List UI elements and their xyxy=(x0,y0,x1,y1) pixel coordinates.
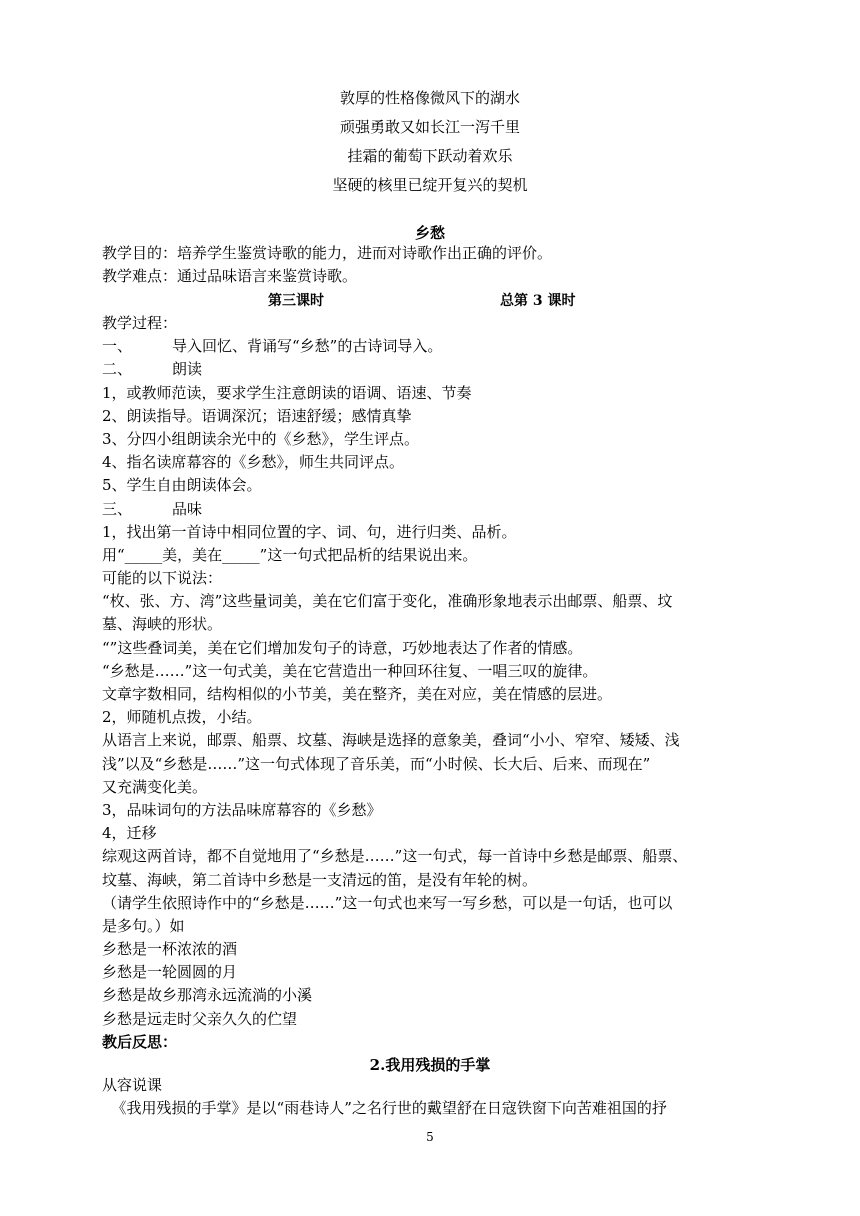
next-section-block xyxy=(102,1074,764,1120)
savor-line: 4，迁移 xyxy=(102,824,157,843)
step-number: 一、 xyxy=(102,337,133,356)
reading-item: 3、分四小组朗读余光中的《乡愁》，学生评点。 xyxy=(102,429,420,448)
savor-line: “”这些叠词美，美在它们增加发句子的诗意，巧妙地表达了作者的情感。 xyxy=(102,638,583,657)
poem-line: 挂霜的葡萄下跃动着欢乐 xyxy=(347,147,513,165)
poem-line: 顽强勇敢又如长江一泻千里 xyxy=(339,118,520,136)
step-text: 朗读 xyxy=(172,360,203,379)
savor-line: 2，师随机点拨，小结。 xyxy=(102,708,262,727)
lesson-header xyxy=(0,290,860,312)
savor-line: 综观这两首诗，都不自觉地用了“乡愁是……”这一句式，每一首诗中乡愁是邮票、船票、 xyxy=(102,847,688,866)
poem-line: 敦厚的性格像微风下的湖水 xyxy=(339,89,520,107)
teaching-goal: 教学目的：培养学生鉴赏诗歌的能力，进而对诗歌作出正确的评价。 xyxy=(102,244,553,262)
step-3 xyxy=(102,498,764,521)
savor-line: 乡愁是远走时父亲久久的伫望 xyxy=(102,1009,298,1028)
reading-item: 4、指名读席幕容的《乡愁》，师生共同评点。 xyxy=(102,453,405,472)
process-label: 教学过程： xyxy=(102,314,178,332)
savor-line: 浅”以及“乡愁是……”这一句式体现了音乐美，而“小时候、长大后、后来、而现在” xyxy=(102,754,651,773)
savor-line: 乡愁是一杯浓浓的酒 xyxy=(102,940,238,959)
savor-line: 乡愁是一轮圆圆的月 xyxy=(102,963,238,982)
step-number: 二、 xyxy=(102,360,133,379)
step-text: 品味 xyxy=(172,499,203,518)
savor-line: 乡愁是故乡那湾永远流淌的小溪 xyxy=(102,986,313,1005)
goals-block xyxy=(102,242,764,288)
savor-line: “乡愁是……”这一句式美，美在它营造出一种回环往复、一唱三叹的旋律。 xyxy=(102,661,598,680)
savor-line: 墓、海峡的形状。 xyxy=(102,615,223,634)
savor-line: 又充满变化美。 xyxy=(102,777,208,796)
savor-line: 是多句。）如 xyxy=(102,916,185,935)
section-title: 乡愁 xyxy=(414,224,445,242)
poem-stanza xyxy=(0,84,860,200)
teaching-difficulty: 教学难点：通过品味语言来鉴赏诗歌。 xyxy=(102,267,358,286)
page-number: 5 xyxy=(426,1130,434,1144)
savor-line: （请学生依照诗作中的“乡愁是……”这一句式也来写一写乡愁，可以是一句话，也可以 xyxy=(102,893,673,912)
next-paragraph: 《我用残损的手掌》是以“雨巷诗人”之名行世的戴望舒在日寇铁窗下向苦难祖国的抒 xyxy=(102,1099,667,1118)
step-text: 导入回忆、背诵写“乡愁”的古诗词导入。 xyxy=(172,337,443,356)
reading-item: 5、学生自由朗读体会。 xyxy=(102,476,262,495)
reading-item: 2、朗读指导。语调深沉；语速舒缓；感情真挚 xyxy=(102,406,412,425)
poem-line: 坚硬的核里已绽开复兴的契机 xyxy=(332,176,528,194)
process-block xyxy=(102,312,764,1054)
next-section-title: 2.我用残损的手掌 xyxy=(369,1056,491,1074)
savor-line: 从语言上来说，邮票、船票、坟墓、海峡是选择的意象美，叠词“小小、窄窄、矮矮、浅 xyxy=(102,731,680,750)
savor-line: 1，找出第一首诗中相同位置的字、词、句，进行归类、品析。 xyxy=(102,522,517,541)
savor-line: 坟墓、海峡，第二首诗中乡愁是一支清远的笛，是没有年轮的树。 xyxy=(102,870,538,889)
step-number: 三、 xyxy=(102,499,133,518)
step-1 xyxy=(102,335,764,358)
lesson-total: 总第 3 课时 xyxy=(500,293,576,309)
savor-line: 文章字数相同，结构相似的小节美，美在整齐，美在对应，美在情感的层进。 xyxy=(102,685,613,703)
savor-line: “枚、张、方、湾”这些量词美，美在它们富于变化，准确形象地表示出邮票、船票、坟 xyxy=(102,592,673,611)
lesson-label: 第三课时 xyxy=(268,293,324,309)
reflection-label: 教后反思： xyxy=(102,1032,178,1051)
savor-line: 用“_____美，美在_____”这一句式把品析的结果说出来。 xyxy=(102,545,478,564)
savor-line: 3，品味词句的方法品味席幕容的《乡愁》 xyxy=(102,800,382,819)
reading-item: 1，或教师范读，要求学生注意朗读的语调、语速、节奏 xyxy=(102,383,472,402)
next-subheading: 从容说课 xyxy=(102,1076,163,1094)
savor-line: 可能的以下说法： xyxy=(102,569,223,588)
step-2 xyxy=(102,358,764,381)
